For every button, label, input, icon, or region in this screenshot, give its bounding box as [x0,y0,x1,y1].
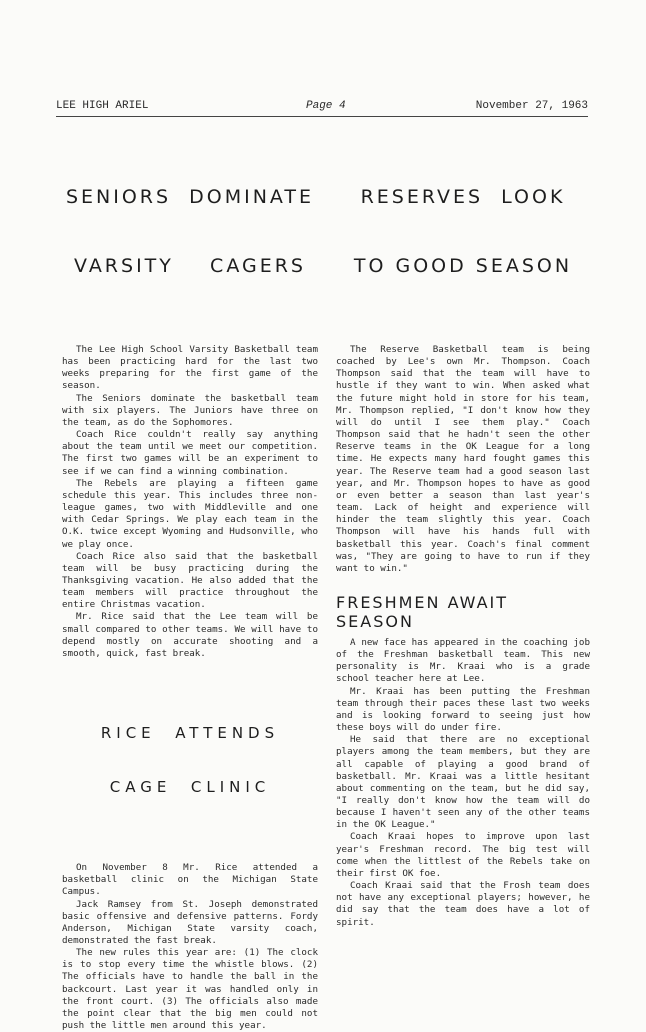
paragraph: The Reserve Basketball team is being coached by Lee's own Mr. Thompson. Coach Thompson said that the team will have to hustle if they want to win. When asked what the future might hold in store for his team, Mr. Thompson replied, "I don't know how they will do until I see them play." Coach Thompson said that he hadn't seen the other Reserve teams in the OK League for a long time. He expects many hard fought games this year. The Reserve team had a good season last year, and Mr. Thompson hopes to have as good or even better a season than last year's team. Lack of height and experience will hinder the team slightly this year. Coach Thompson will have his hands full with basketball this year. Coach's final comment was, "They are going to have to run if they want to win." [336,344,590,574]
paragraph: A new face has appeared in the coaching job of the Freshman basketball team. This new personality is Mr. Kraai who is a grade school teacher here at Lee. [336,636,590,685]
headline-freshmen [336,593,590,631]
paragraph: On November 8 Mr. Rice attended a basketball clinic on the Michigan State Campus. [62,862,318,898]
headline-line: RICE ATTENDS [100,724,280,743]
paragraph: Coach Rice couldn't really say anything about the team until we meet our competition. The first two games will be an experiment to see if we can find a winning combination. [62,429,318,477]
headline-line: CAGE CLINIC [109,778,271,797]
publication-name: LEE HIGH ARIEL [56,100,149,112]
article-seniors [62,140,318,660]
headline-rice-clinic [62,688,318,832]
paragraph: He said that there are no exceptional players among the team members, but they are all capable of playing a good brand of basketball. Mr. Kraai was a little hesitant about commenting on the team, but he did say, "I really don't know how the team will do because I haven't seen any of the other teams in the OK League." [336,734,590,831]
paragraph: Coach Kraai hopes to improve upon last year's Freshman record. The big test will come when the littlest of the Rebels take on their first OK foe. [336,831,590,879]
article-freshmen [336,593,590,929]
paragraph: The new rules this year are: (1) The clock is to stop every time the whistle blows. (2) The officials have to handle the ball in the backcourt. Last year it was handled only in the front court. (3) The officials also made the point clear that the big men could not push the little men around this year. [62,947,318,1032]
paragraph: Jack Ramsey from St. Joseph demonstrated basic offensive and defensive patterns. Fordy Anderson, Michigan State varsity coach, demonstrated the fast break. [62,898,318,946]
paragraph: Mr. Kraai has been putting the Freshman team through their paces these last two weeks and is looking forward to seeing just how these boys will do under fire. [336,685,590,734]
left-column [62,140,318,1032]
issue-date: November 27, 1963 [475,100,588,112]
paragraph: Coach Rice also said that the basketball team will be busy practicing during the Thanksgiving vacation. He also added that the team members will practice throughout the entire Christmas vacation. [62,550,318,611]
headline-line: FRESHMEN AWAIT SEASON [336,592,509,631]
paragraph: The Rebels are playing a fifteen game schedule this year. This includes three non-league games, two with Middleville and one with Cedar Springs. We play each team in the O.K. twice except Wyoming and Hudsonville, who we play once. [62,477,318,550]
headline-line: TO GOOD SEASON [353,255,573,277]
paragraph: Coach Kraai said that the Frosh team does not have any exceptional players; however, he did say that the team does have a lot of spirit. [336,880,590,928]
paragraph: The Lee High School Varsity Basketball team has been practicing hard for the last two weeks preparing for the first game of the season. [62,344,318,392]
page-number: Page 4 [306,100,346,112]
headline-line: SENIORS DOMINATE [65,186,315,208]
paragraph: The Seniors dominate the basketball team with six players. The Juniors have three on the team, as do the Sophomores. [62,392,318,428]
headline-line: VARSITY CAGERS [74,255,306,277]
headline-reserves [336,140,590,324]
right-column [336,140,590,929]
article-reserves [336,140,590,575]
page-header [56,100,588,117]
headline-line: RESERVES LOOK [360,186,566,208]
headline-seniors [62,140,318,324]
article-rice-clinic [62,688,318,1032]
paragraph: Mr. Rice said that the Lee team will be small compared to other teams. We will have to depend mostly on accurate shooting and a smooth, quick, fast break. [62,611,318,659]
